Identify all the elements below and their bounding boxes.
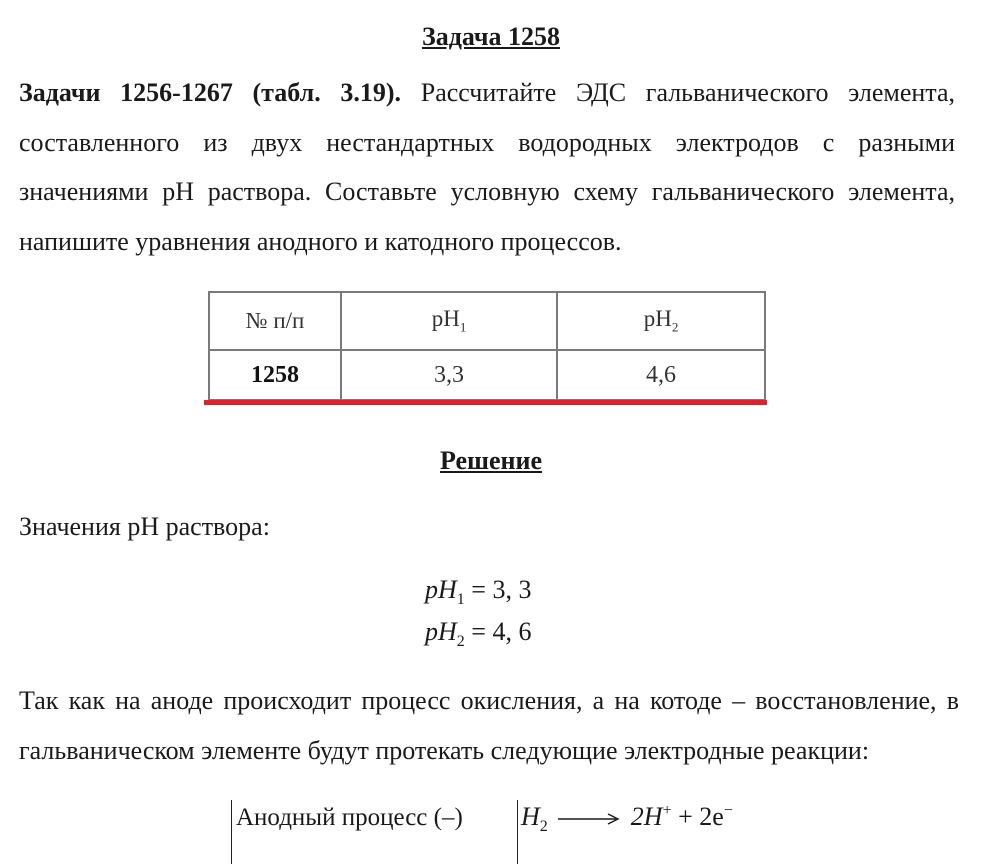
electrode-scheme	[231, 800, 831, 864]
cell-ph2: 4,6	[557, 350, 765, 400]
header-num: № п/п	[209, 292, 341, 350]
reaction-arrow-icon	[558, 812, 620, 826]
ph-values-label: Значения pH раствора:	[19, 512, 270, 541]
reaction-explanation: Так как на аноде происходит процесс окисления, а на котоде – восстановление, в гальваническом элементе будут протекать следующие электродные реакции:	[19, 686, 959, 765]
table-row	[209, 350, 765, 400]
task-text: Рассчитайте ЭДС гальванического элемента, составленного из двух нестандартных водородных электродов с разными значениями pH раствора. Составьте условную схему гальванического элемента, напишите уравнения анодного и катодного процессов.	[19, 78, 955, 256]
page-title: Задача 1258	[422, 22, 560, 51]
table-header-row	[209, 292, 765, 350]
scheme-divider	[517, 800, 518, 864]
cell-num: 1258	[209, 350, 341, 400]
header-ph2: $pH_2$	[557, 292, 765, 350]
formula-ph1: $pH_1 = 3$, 3	[425, 575, 532, 608]
cell-ph1: 3,3	[341, 350, 557, 400]
anode-process-label: Анодный процесс (–)	[236, 804, 463, 831]
ph-table	[208, 291, 766, 401]
formula-ph2: $pH_2 = 4$, 6	[425, 617, 532, 650]
anode-reaction: $H_2$ 2H+ + 2e−	[521, 802, 733, 835]
task-reference: Задачи 1256-1267 (табл. 3.19).	[19, 78, 402, 107]
solution-heading: Решение	[439, 446, 543, 475]
task-statement	[19, 68, 955, 266]
red-underline	[204, 400, 767, 405]
header-ph1: $pH_1$	[341, 292, 557, 350]
scheme-left-bar	[231, 800, 232, 864]
